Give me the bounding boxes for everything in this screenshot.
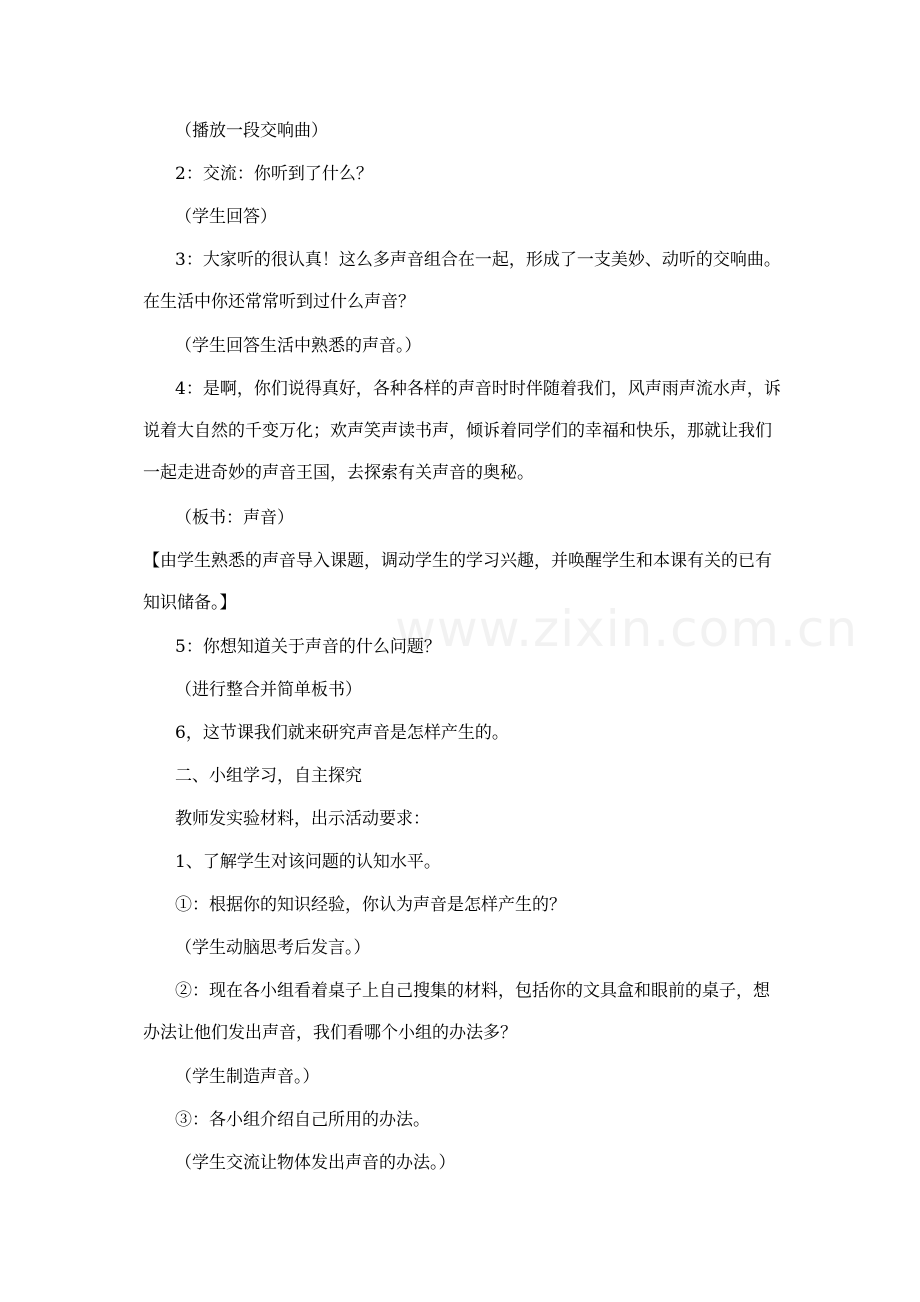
watermark: www.zixin.com.cn (395, 600, 859, 658)
paragraph: （播放一段交响曲） (175, 121, 328, 141)
paragraph: （进行整合并简单板书） (175, 680, 362, 700)
paragraph: 6，这节课我们就来研究声音是怎样产生的。 (175, 723, 509, 743)
paragraph: （学生回答） (175, 207, 277, 227)
paragraph: （学生动脑思考后发言。） (175, 938, 371, 958)
paragraph: （学生交流让物体发出声音的办法。） (175, 1153, 456, 1173)
paragraph: 5：你想知道关于声音的什么问题？ (175, 637, 441, 657)
paragraph: 3：大家听的很认真！这么多声音组合在一起，形成了一支美妙、动听的交响曲。在生活中你还常常听到过什么声音？ (143, 250, 781, 312)
paragraph: （学生制造声音。） (175, 1067, 320, 1087)
paragraph: 1、了解学生对该问题的认知水平。 (175, 852, 441, 872)
paragraph: 2：交流：你听到了什么？ (175, 164, 373, 184)
paragraph: ②：现在各小组看着桌子上自己搜集的材料，包括你的文具盒和眼前的桌子，想办法让他们发出声音，我们看哪个小组的办法多？ (143, 981, 770, 1043)
section-heading: 二、小组学习，自主探究 (175, 766, 362, 786)
paragraph: 【由学生熟悉的声音导入课题，调动学生的学习兴趣，并唤醒学生和本课有关的已有知识储备。】 (143, 551, 772, 613)
paragraph: （学生回答生活中熟悉的声音。） (175, 336, 422, 356)
paragraph: 教师发实验材料，出示活动要求： (175, 809, 430, 829)
paragraph: ①：根据你的知识经验，你认为声音是怎样产生的？ (175, 895, 566, 915)
paragraph: （板书：声音） (175, 508, 294, 528)
paragraph: ③：各小组介绍自己所用的办法。 (175, 1110, 430, 1130)
paragraph: 4：是啊，你们说得真好，各种各样的声音时时伴随着我们，风声雨声流水声，诉说着大自然的千变万化；欢声笑声读书声，倾诉着同学们的幸福和快乐，那就让我们一起走进奇妙的声音王国，去探索有关声音的奥秘。 (143, 379, 781, 483)
